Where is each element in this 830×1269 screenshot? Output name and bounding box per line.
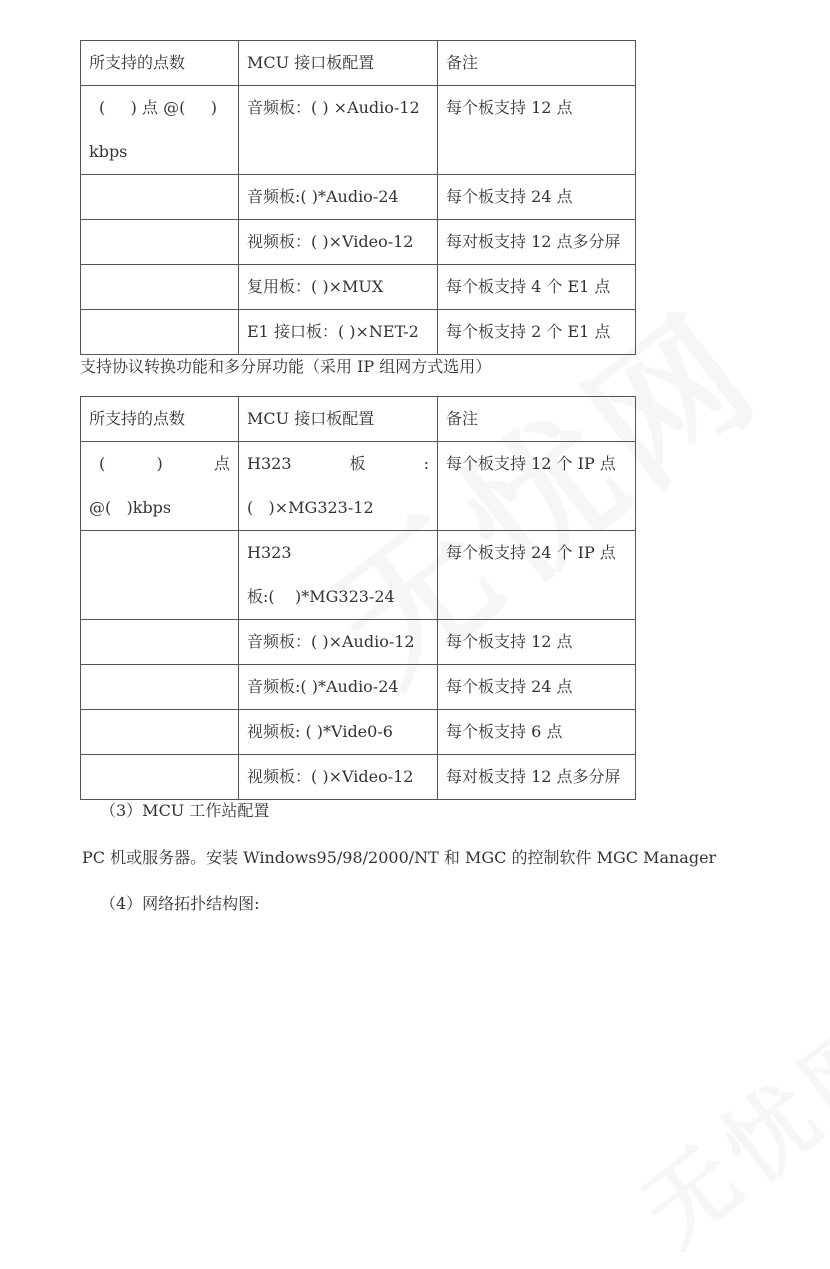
header-points: 所支持的点数 <box>81 397 239 442</box>
header-config: MCU 接口板配置 <box>239 397 438 442</box>
table-row <box>81 86 636 175</box>
table-row <box>81 175 636 220</box>
note-cell: 每个板支持 6 点 <box>438 710 636 755</box>
points-line1: ( ) 点 @( ) <box>99 98 218 117</box>
points-unit: 点 <box>213 454 230 473</box>
table-row <box>81 265 636 310</box>
note-cell: 每对板支持 12 点多分屏 <box>438 755 636 800</box>
header-note: 备注 <box>438 41 636 86</box>
config-cell: 视频板: ( )*Vide0-6 <box>239 710 438 755</box>
config-line2: 板:( )*MG323-24 <box>247 587 395 606</box>
points-cell <box>81 220 239 265</box>
table2-caption: 支持协议转换功能和多分屏功能（采用 IP 组网方式选用） <box>80 357 492 376</box>
config-colon: : <box>423 454 429 473</box>
note-cell: 每个板支持 12 点 <box>438 86 636 175</box>
table-row <box>81 710 636 755</box>
mcu-config-table-2 <box>80 396 636 800</box>
header-note: 备注 <box>438 397 636 442</box>
config-cell: 视频板：( )×Video-12 <box>239 220 438 265</box>
config-cell: 视频板：( )×Video-12 <box>239 755 438 800</box>
points-cell <box>81 710 239 755</box>
note-cell: 每个板支持 24 个 IP 点 <box>438 531 636 620</box>
config-cell: E1 接口板：( )×NET-2 <box>239 310 438 355</box>
points-cell <box>81 86 239 175</box>
watermark-bottom <box>612 981 830 1268</box>
points-cell <box>81 442 239 531</box>
table-header-row <box>81 397 636 442</box>
header-points: 所支持的点数 <box>81 41 239 86</box>
config-line2: ( )×MG323-12 <box>247 498 374 517</box>
points-cell <box>81 310 239 355</box>
points-cell <box>81 755 239 800</box>
points-cell <box>81 620 239 665</box>
points-cell <box>81 265 239 310</box>
section4-title: （4）网络拓扑结构图: <box>100 894 260 913</box>
config-cell: 音频板：( )×Audio-12 <box>239 620 438 665</box>
table-row <box>81 755 636 800</box>
section3-title: （3）MCU 工作站配置 <box>100 801 270 820</box>
table-header-row <box>81 41 636 86</box>
config-board: 板 <box>349 454 366 473</box>
points-cell <box>81 665 239 710</box>
config-cell <box>239 442 438 531</box>
points-cell <box>81 175 239 220</box>
mcu-config-table-1 <box>80 40 636 355</box>
config-cell <box>239 531 438 620</box>
section3-body: PC 机或服务器。安装 Windows95/98/2000/NT 和 MGC 的控制软件 MGC Manager <box>82 848 717 867</box>
points-cell <box>81 531 239 620</box>
config-line1 <box>247 442 429 486</box>
note-cell: 每个板支持 24 点 <box>438 175 636 220</box>
note-cell: 每个板支持 24 点 <box>438 665 636 710</box>
note-cell: 每个板支持 12 个 IP 点 <box>438 442 636 531</box>
config-cell: 音频板:( )*Audio-24 <box>239 665 438 710</box>
table-row <box>81 220 636 265</box>
points-line2: kbps <box>89 142 128 161</box>
config-cell: 音频板:( )*Audio-24 <box>239 175 438 220</box>
config-line1: H323 <box>247 543 292 562</box>
table-row <box>81 310 636 355</box>
points-open-paren: ( <box>99 454 106 473</box>
config-cell: 音频板：( ) ×Audio-12 <box>239 86 438 175</box>
note-cell: 每个板支持 12 点 <box>438 620 636 665</box>
config-cell: 复用板：( )×MUX <box>239 265 438 310</box>
note-cell: 每个板支持 4 个 E1 点 <box>438 265 636 310</box>
table-row <box>81 442 636 531</box>
points-line2: @( )kbps <box>89 498 172 517</box>
points-close-paren: ) <box>156 454 163 473</box>
table-row <box>81 620 636 665</box>
header-config: MCU 接口板配置 <box>239 41 438 86</box>
note-cell: 每个板支持 2 个 E1 点 <box>438 310 636 355</box>
config-h323: H323 <box>247 454 292 473</box>
table-row <box>81 531 636 620</box>
note-cell: 每对板支持 12 点多分屏 <box>438 220 636 265</box>
table-row <box>81 665 636 710</box>
points-line1 <box>89 442 230 486</box>
